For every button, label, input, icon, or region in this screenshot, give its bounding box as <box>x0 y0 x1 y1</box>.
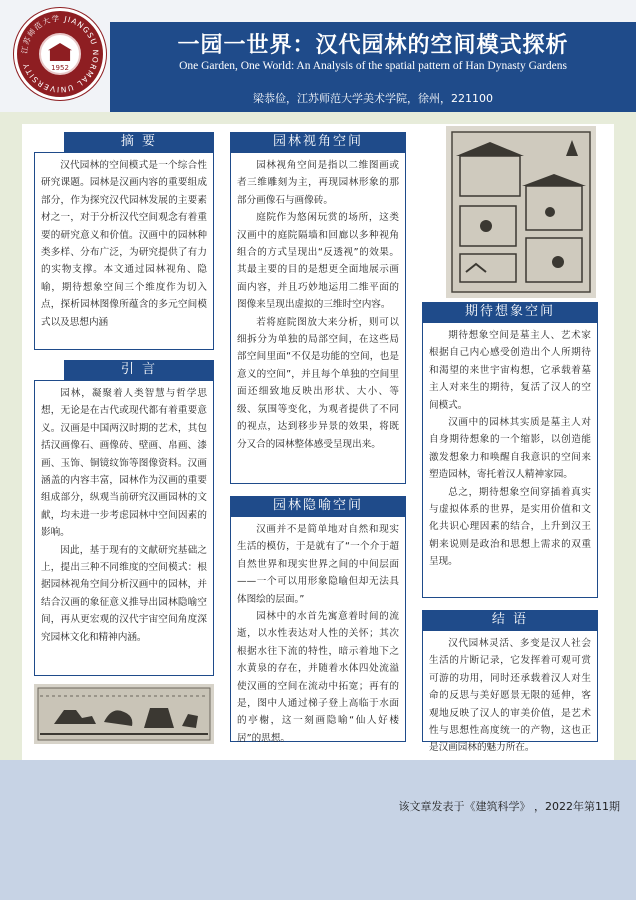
conclusion-paragraph: 汉代园林灵活、多变是汉人社会生活的片断记录，它发挥着可观可赏可游的功用，同时还承载着汉人对生命的反思与美好愿景无限的延伸，客观地反映了汉人的审美价值，是艺术性与思想性高度统一的产物，这也正是汉画园林的魅力所在。 <box>429 638 591 754</box>
intro-paragraph: 园林，凝聚着人类智慧与哲学思想，无论是在古代或现代都有着重要意义。汉画是中国两汉时期的艺术，其包括汉画像石、画像砖、壁画、帛画、漆画、玉饰、铜镜纹饰等图像资料。汉画涵盖的内容丰富，园林作为汉画的重要组成部分，纵观当前研究汉画园林的文献，均未进一步考虑园林中空间因素的影响。 <box>41 388 207 539</box>
svg-text:江苏师范大学 JIANGSU NORMAL UNIVERSI: 江苏师范大学 JIANGSU NORMAL UNIVERSITY <box>19 13 101 95</box>
conclusion-body <box>422 630 598 754</box>
perspective-paragraph: 园林视角空间是指以二维图画或者三维雕刻为主，再现园林形象的那部分画像石与画像砖。 <box>237 160 399 206</box>
imagination-body <box>422 322 598 598</box>
imagination-paragraph: 期待想象空间是墓主人、艺术家根据自己内心感受创造出个人所期待和渴望的来世宇宙构想，它承载着墓主人对来生的期待，复活了汉人的空间模式。 <box>429 330 591 411</box>
abstract-body <box>34 152 214 350</box>
metaphor-body <box>230 516 406 742</box>
metaphor-paragraph: 汉画并不是简单地对自然和现实生活的模仿，于是就有了“一个介于超自然世界和现实世界之间的中间层面——一个可以用形象隐喻但却无法具体图绘的层面。” <box>237 524 399 605</box>
imagination-heading: 期待想象空间 <box>422 302 598 322</box>
conclusion-heading: 结 语 <box>422 610 598 630</box>
perspective-paragraph: 庭院作为悠闲玩赏的场所，这类汉画中的庭院隔墙和回廊以多种视角组合的方式呈现出“反透视”的效果。其最主要的目的是想更全面地展示画面内容，并且巧妙地运用二维平面的图像来呈现出虚拟的三维时空内容。 <box>237 212 399 311</box>
perspective-paragraph: 若将庭院图放大来分析，则可以细拆分为单独的局部空间，在这些局部空间里面“不仅是功能的空间，也是意义的空间”，并且每个单独的空间里面还细致地反映出形状、大小、等级、氛围等变化，为观者提供了不同的视点，达到移步异景的效果，将既分又合的园林整体感受呈现出来。 <box>237 316 399 450</box>
abstract-heading: 摘 要 <box>64 132 214 152</box>
relief-drawing <box>34 684 214 744</box>
poster-footer <box>0 760 636 900</box>
intro-heading: 引 言 <box>64 360 214 380</box>
author-affiliation: 梁恭俭，江苏师范大学美术学院，徐州，221100 <box>110 88 636 112</box>
title-english: One Garden, One World: An Analysis of the spatial pattern of Han Dynasty Gardens <box>179 60 567 72</box>
courtyard-drawing <box>446 126 596 298</box>
intro-body <box>34 380 214 676</box>
intro-paragraph: 因此，基于现有的文献研究基础之上，提出三种不同维度的空间模式：根据园林视角空间分析汉画中的园林，并结合汉画的象征意义推导出园林隐喻空间，再从更宏观的汉代宇宙空间角度深究园林文化和精神内涵。 <box>41 544 207 643</box>
han-relief-image <box>34 684 214 744</box>
imagination-paragraph: 汉画中的园林其实质是墓主人对自身期待想象的一个缩影，以创造能激发想象力和唤醒自我意识的空间来塑造园林，寄托着汉人精神家园。 <box>429 417 591 481</box>
title-chinese: 一园一世界：汉代园林的空间模式探析 <box>177 33 569 58</box>
publication-note: 该文章发表于《建筑科学》 ，2022年第11期 <box>398 800 620 813</box>
perspective-body <box>230 152 406 484</box>
courtyard-rubbing-image <box>446 126 596 298</box>
university-logo <box>14 8 106 100</box>
perspective-heading: 园林视角空间 <box>230 132 406 152</box>
metaphor-paragraph: 园林中的水首先寓意着时间的流逝，以水性表达对人性的关怀；其次根据水往下流的特性，暗示着地下之水黄泉的存在，并随着水体四处流溢使汉画的空间在流动中拓宽；再有的是，图中人通过梯子登上高临于水面的亭榭，这一刻画隐喻“仙人好楼居”的思想。 <box>237 611 399 744</box>
logo-year: 1952 <box>51 64 69 72</box>
metaphor-heading: 园林隐喻空间 <box>230 496 406 516</box>
abstract-paragraph: 汉代园林的空间模式是一个综合性研究课题。园林是汉画内容的重要组成部分，作为探究汉代园林发展的主要素材之一，对于分析汉代空间观念有着重要的研究意义和价值。汉画中的园林种类多样、分布广泛，为研究提供了有力的实物支撑。本文通过园林视角、隐喻，期待想象空间三个维度作为切入点，探析园林图像所蕴含的多元空间模式以及思想内涵 <box>41 160 207 328</box>
imagination-paragraph: 总之，期待想象空间穿插着真实与虚拟体系的世界，是实用价值和文化共识心理因素的结合，上升到汉王朝来说则是政治和思想上需求的双重呈现。 <box>429 486 591 568</box>
